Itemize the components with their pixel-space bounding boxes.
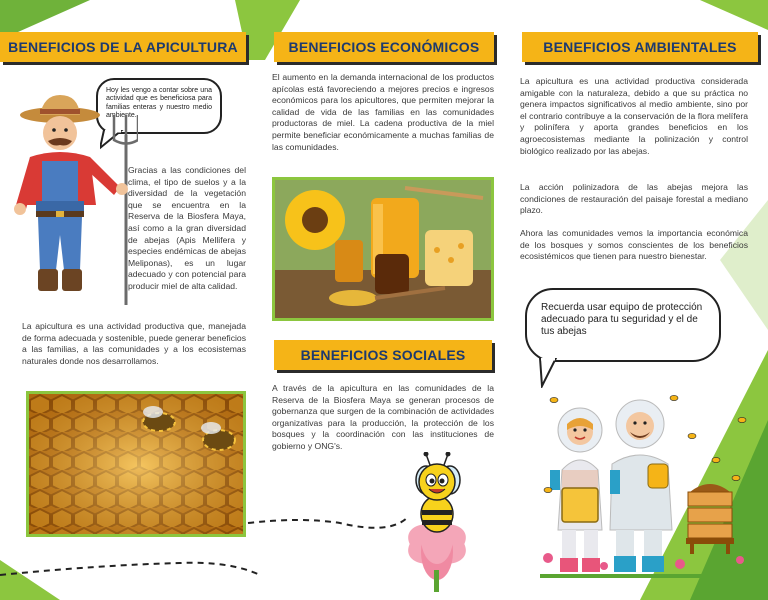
sunflower (285, 190, 345, 250)
beekeepers-illustration (540, 380, 760, 580)
ambientales-text-1: La apicultura es una actividad productiva considerada amigable con la naturaleza, debido a que su práctica no genera impactos significativos al medio ambiente, sino por el contrario contribuye a la conservación de la flora melífera y polinífera y aporta grandes beneficios en los agroecosistemas mediante la polinización y control biológico realizado por las abejas. (520, 76, 748, 156)
ambientales-text-3: Ahora las comunidades vemos la importancia económica de los bosques y somos conscientes de los beneficios ecosistémicos que tienen para nuestro bienestar. (520, 228, 748, 262)
farmer-illustration (8, 95, 138, 305)
heading-ambientales: BENEFICIOS AMBIENTALES (543, 39, 737, 55)
header-ambientales (522, 32, 758, 62)
honey-frame (562, 488, 598, 522)
green-corner-top-right (700, 0, 768, 30)
ambientales-text-2: La acción polinizadora de las abejas mejora las condiciones de restauración del paisaje forestal a mediano plazo. (520, 182, 748, 216)
beehive-box (686, 484, 734, 554)
honey-jars-photo (272, 177, 494, 321)
cartoon-bee (416, 452, 460, 532)
jar-dark (375, 254, 409, 294)
bee-flight-path (0, 505, 420, 595)
green-tint-right (720, 200, 768, 330)
economicos-text: El aumento en la demanda internacional de los productos apícolas está favoreciendo a mejores precios e ingresos económicos para los apicultores, que permiten mejorar la calidad de vida de las familias en las comunidades productoras de miel. La cadena productiva de la miel permite beneficiar económicamente a muchas familias de las comunidades. (272, 72, 494, 152)
speech-bubble-beekeepers (525, 288, 721, 362)
honey-jar-held (648, 464, 668, 488)
header-sociales (274, 340, 492, 370)
header-apicultura (0, 32, 246, 62)
heading-sociales: BENEFICIOS SOCIALES (300, 347, 466, 363)
beekeeper-man (610, 400, 672, 572)
sociales-text: A través de la apicultura en las comunidades de la Reserva de la Biosfera Maya se generan procesos de gobernanza que surgen de la combinación de actividades organizativas para la producción, la protección de los bosques y la coordinación con las instituciones de gobierno y ONG's. (272, 383, 494, 451)
beekeeper-woman (550, 408, 602, 572)
jar-small (335, 240, 363, 282)
honey-jars-scene (275, 180, 494, 321)
apicultura-text-1: Gracias a las condiciones del clima, el tipo de suelos y a la diversidad de la vegetación que se encuentra en la Reserva de la Biosfera Maya, así como a la gran diversidad de abejas (Apis Mellifera y especies endémicas de abejas Meliponas), es un lugar adecuado y con potencial para producir miel de alta calidad. (128, 165, 246, 291)
header-economicos (274, 32, 494, 62)
cartoon-bee-illustration (382, 452, 492, 592)
speech-text-farmer: Hoy les vengo a contar sobre una actividad que es beneficiosa para familias enteras y nuestro medio ambiente. (106, 87, 212, 120)
speech-text-beekeepers: Recuerda usar equipo de protección adecuado para tu seguridad y el de tus abejas (541, 302, 703, 337)
heading-apicultura: BENEFICIOS DE LA APICULTURA (8, 39, 238, 55)
heading-economicos: BENEFICIOS ECONÓMICOS (288, 39, 480, 55)
apicultura-text-2: La apicultura es una actividad productiva que, manejada de forma adecuada y sostenible, puede generar beneficios a las familias, a las comunidades y a los ecosistemas naturales donde nos desarrollamos. (22, 321, 246, 366)
